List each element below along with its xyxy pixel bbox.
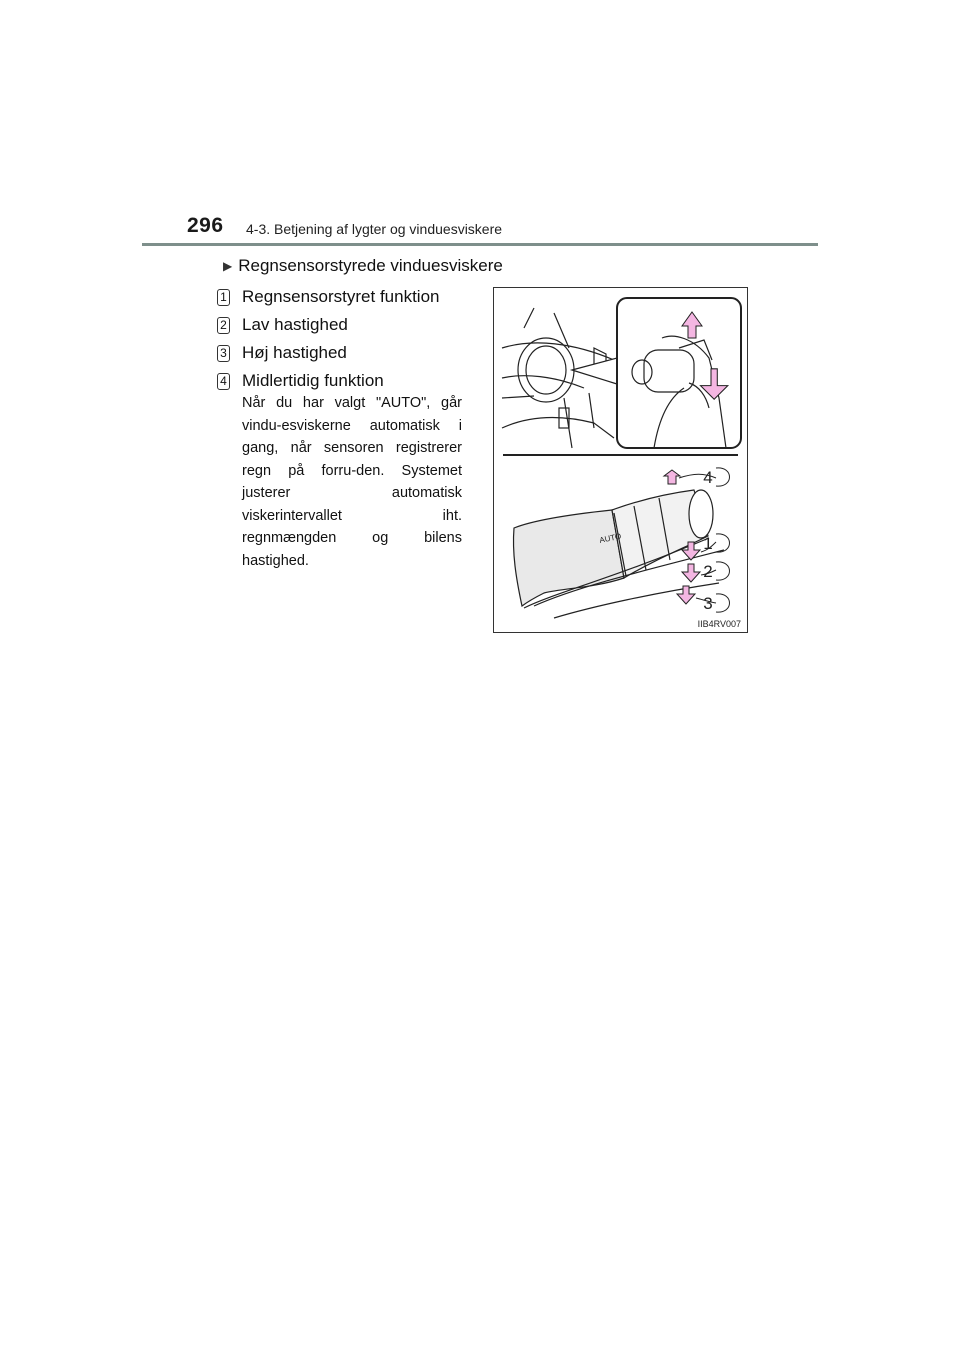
section-title: 4-3. Betjening af lygter og vinduesviskere <box>246 221 503 237</box>
arrow-down-3-icon <box>677 586 695 604</box>
figure-code: IIB4RV007 <box>697 619 741 629</box>
item-label: Høj hastighed <box>242 343 347 362</box>
list-item <box>217 367 440 395</box>
header-rule <box>142 243 818 246</box>
triangle-bullet-icon: ▶ <box>223 259 233 273</box>
arrow-down-2-icon <box>682 564 700 582</box>
lever-auto-label: AUTO <box>598 531 623 545</box>
list-item <box>217 283 440 311</box>
wiper-figure <box>493 287 748 633</box>
item-label: Midlertidig funktion <box>242 371 384 390</box>
callout-3: 3 <box>703 594 713 613</box>
callout-circles <box>716 468 730 612</box>
items-list <box>217 283 440 395</box>
item-number-box: 4 <box>217 373 230 390</box>
item-number-box: 1 <box>217 289 230 306</box>
list-item <box>217 339 440 367</box>
item-label: Lav hastighed <box>242 315 348 334</box>
figure-illustration <box>494 288 749 634</box>
section-heading <box>223 256 503 276</box>
item-number-box: 2 <box>217 317 230 334</box>
description-text: Når du har valgt "AUTO", går vindu-esviskerne automatisk i gang, når sensoren registrerer regn på forru-den. Systemet justerer automatisk viskerintervallet iht. regnmængden og bilens hastighed. <box>242 395 462 569</box>
callout-1: 1 <box>703 534 713 553</box>
arrow-up-small-icon <box>664 470 680 484</box>
item-number-box: 3 <box>217 345 230 362</box>
figure-divider <box>503 454 738 456</box>
heading-text: Regnsensorstyrede vinduesviskere <box>238 256 503 275</box>
callout-2: 2 <box>703 562 713 581</box>
item-label: Regnsensorstyret funktion <box>242 287 440 306</box>
list-item <box>217 311 440 339</box>
page-number: 296 <box>187 214 224 237</box>
callout-4: 4 <box>703 468 713 487</box>
